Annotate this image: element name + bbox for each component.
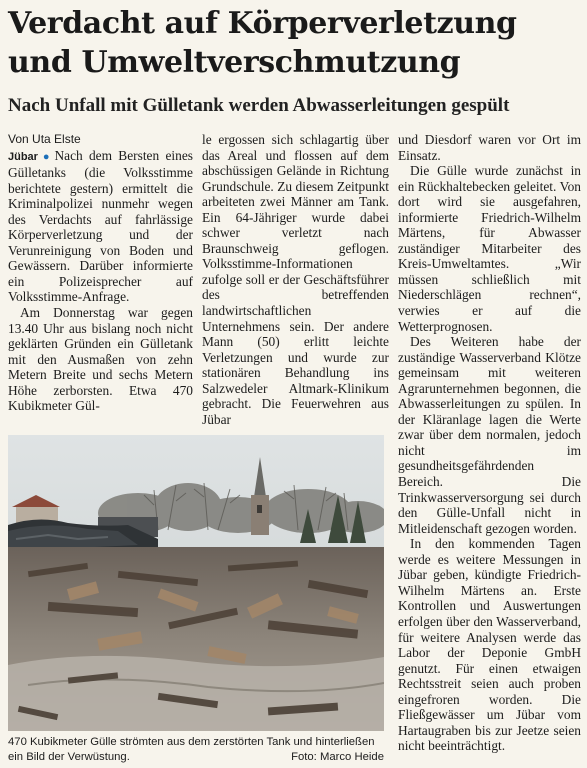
article-column-3 [398, 132, 581, 754]
column-1-paragraph-1 [8, 148, 193, 305]
article-column-2 [202, 132, 389, 427]
dateline: Jübar [8, 150, 38, 163]
photo-caption-text: 470 Kubikmeter Gülle strömten aus dem zerstörten Tank und hinterließen ein Bild der Verwüstung. [8, 736, 375, 763]
headline-line-1: Verdacht auf Körperverletzung [8, 6, 517, 41]
headline [8, 4, 583, 82]
subheadline: Nach Unfall mit Gülletank werden Abwasserleitungen gespült [8, 95, 510, 116]
column-2-paragraph-1: le ergossen sich schlagartig über das Areal und flossen auf dem abschüssigen Gelände in Richtung Grundschule. Zu diesem Zeitpunkt arbeiteten zwei Männer am Tank. Ein 64-Jähriger wurde dabei schwer verletzt nach Braunschweig geflogen. Volksstimme-Informationen zufolge soll er der Geschäftsführer des betreffenden landwirtschaftlichen Unternehmens sein. Der andere Mann (50) erlitt leichte Verletzungen und wurde zur stationären Behandlung ins Salzwedeler Altmark-Klinikum gebracht. Die Feuerwehren aus Jübar [202, 132, 389, 427]
destroyed-tank-scene-image [8, 435, 384, 731]
headline-line-2: und Umweltverschmutzung [8, 45, 461, 80]
column-3-paragraph-1: und Diesdorf waren vor Ort im Einsatz. [398, 132, 581, 163]
article-photo [8, 435, 384, 731]
article-column-1 [8, 132, 193, 414]
column-1-paragraph-2: Am Donnerstag war gegen 13.40 Uhr aus bislang noch nicht geklärten Gründen ein Gülletank mit den Ausmaßen von zehn Metern Breite und sechs Metern Höhe zerborsten. Etwa 470 Kubikmeter Gül- [8, 305, 193, 414]
photo-credit: Foto: Marco Heide [291, 751, 384, 763]
column-3-paragraph-3: Des Weiteren habe der zuständige Wasserverband Klötze gemeinsam mit weiteren Agrarunternehmen begonnen, die Abwasserleitungen zu spülen. In der Kläranlage lagen die Werte zwar über dem normalen, jedoch nicht im gesundheitsgefährdenden Bereich. Die Trinkwasserversorgung sei durch den Gülle-Unfall nicht in Mitleidenschaft gezogen worden. [398, 334, 581, 536]
column-3-paragraph-2: Die Gülle wurde zunächst in ein Rückhaltebecken geleitet. Von dort wird sie ausgefahren, informierte Friedrich-Wilhelm Märtens, für Abwasser zuständiger Mitarbeiter des Kreis-Umweltamtes. „Wir müssen schließlich mit Niederschlägen rechnen“, verwies er auf die Wetterprognosen. [398, 163, 581, 334]
byline: Von Uta Elste [8, 132, 81, 146]
column-1-paragraph-1-text: Nach dem Bersten eines Gülletanks (die Volksstimme berichtete gestern) ermittelt die Kriminalpolizei nunmehr wegen des Verdachts auf fahrlässige Körperverletzung und der Verunreinigung von Boden und Gewässern. Darüber informierte ein Polizeisprecher auf Volksstimme-Anfrage. [8, 147, 193, 305]
bullet-icon: ● [39, 150, 53, 163]
column-3-paragraph-4: In den kommenden Tagen werde es weitere Messungen in Jübar geben, kündigte Friedrich-Wilhelm Märtens an. Erste Kontrollen und Auswertungen erfolgen über den Wasserverband, für weitere Analysen werde das Labor der Deponie GmbH genutzt. Für einen etwaigen Rechtsstreit seien auch proben eingefroren worden. Die Fließgewässer um Jübar vom Hartaugraben bis zur Jeetze seien nicht beeinträchtigt. [398, 536, 581, 754]
photo-caption [8, 735, 384, 765]
